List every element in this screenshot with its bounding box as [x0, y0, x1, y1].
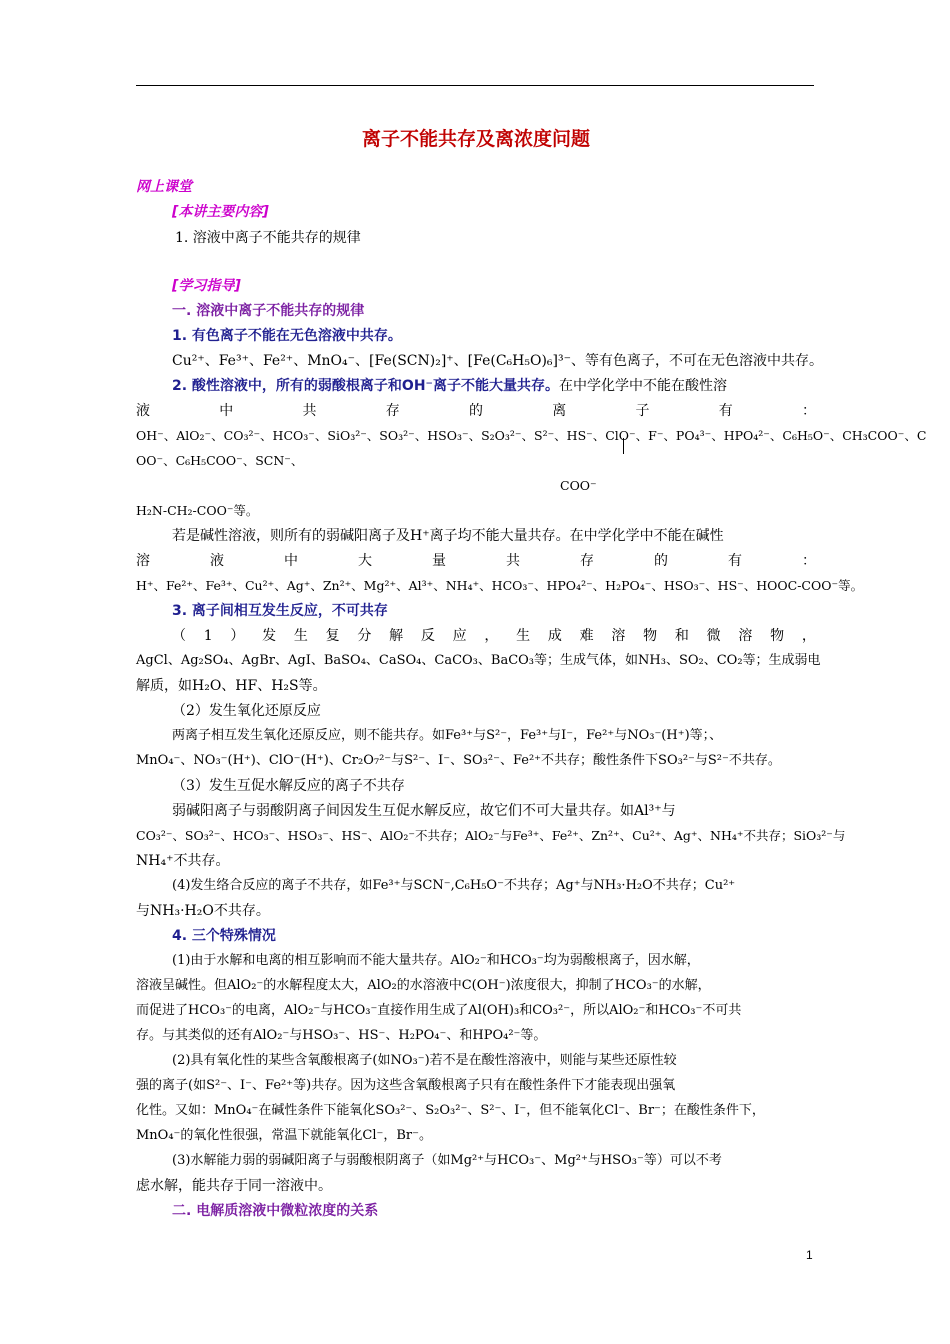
spread-char: 量	[432, 553, 446, 569]
spread-char: （	[172, 628, 186, 644]
spread-char: 物	[770, 628, 785, 644]
rule4-heading: 4. 三个特殊情况	[172, 928, 276, 944]
spread-char: 1	[203, 628, 213, 644]
rule3-sub2: （2）发生氧化还原反应	[172, 703, 321, 719]
spread-char: ：	[802, 403, 816, 419]
amino-line: H₂N-CH₂-COO⁻等。	[136, 503, 259, 518]
acid-ions-line2: OO⁻、C₆H₅COO⁻、SCN⁻、	[136, 453, 304, 468]
spread-char: 发	[262, 628, 277, 644]
spread-char: 生	[516, 628, 531, 644]
spread-char: 微	[706, 628, 721, 644]
spread-char: 物	[643, 628, 658, 644]
spread-char: 的	[654, 553, 668, 569]
spread-char: 中	[219, 403, 234, 419]
spread-char: 和	[674, 628, 689, 644]
rule4-p1-line: 而促进了HCO₃⁻的电离，AlO₂⁻与HCO₃⁻直接作用生成了Al(OH)₃和CO₃²⁻，所以AlO₂⁻和HCO₃⁻不可共	[136, 1003, 742, 1018]
part1-heading: 一. 溶液中离子不能共存的规律	[172, 303, 365, 319]
spread-char: ，	[801, 628, 816, 644]
rule4-p2-line: (2)具有氧化性的某些含氧酸根离子(如NO₃⁻)若不是在酸性溶液中，则能与某些还原性较	[172, 1053, 677, 1068]
spread-char: 子	[635, 403, 650, 419]
spread-char: 难	[579, 628, 594, 644]
rule4-p2-line: 化性。又如：MnO₄⁻在碱性条件下能氧化SO₃²⁻、S₂O₃²⁻、S²⁻、I⁻，但不能氧化Cl⁻、Br⁻；在酸性条件下，	[136, 1103, 765, 1118]
rule3-heading: 3. 离子间相互发生反应，不可共存	[172, 603, 388, 619]
spread-char: 共	[302, 403, 317, 419]
coo-label: COO⁻	[560, 478, 597, 493]
rule3-sub3: （3）发生互促水解反应的离子不共存	[172, 778, 405, 794]
part2-heading: 二. 电解质溶液中微粒浓度的关系	[172, 1203, 379, 1219]
spread-char: 应	[452, 628, 467, 644]
page-title: 离子不能共存及离浓度问题	[361, 128, 590, 150]
spread-char: 液	[136, 403, 150, 419]
spread-char: 中	[284, 553, 298, 569]
rule3-sub2-line1: 两离子相互发生氧化还原反应，则不能共存。如Fe³⁺与S²⁻，Fe³⁺与I⁻，Fe²⁺与NO₃⁻(H⁺)等；、	[172, 728, 723, 743]
rule4-p1-line: 溶液呈碱性。但AlO₂⁻的水解程度太大，AlO₂的水溶液中C(OH⁻)浓度很大，抑制了HCO₃⁻的水解，	[136, 978, 711, 993]
spread-char: 成	[547, 628, 562, 644]
rule3-sub3-line2: CO₃²⁻、SO₃²⁻、HCO₃⁻、HSO₃⁻、HS⁻、AlO₂⁻不共存；AlO₂⁻与Fe³⁺、Fe²⁺、Zn²⁺、Cu²⁺、Ag⁺、NH₄⁺不共存；SiO₃²⁻与	[136, 828, 846, 843]
rule4-p1-line: (1)由于水解和电离的相互影响而不能大量共存。AlO₂⁻和HCO₃⁻均为弱酸根离子，因水解，	[172, 953, 700, 968]
main-content-label: [本讲主要内容]	[172, 204, 269, 220]
spread-char: ：	[802, 553, 816, 569]
base-intro: 若是碱性溶液，则所有的弱碱阳离子及H⁺离子均不能大量共存。在中学化学中不能在碱性	[172, 528, 724, 544]
header-rule	[136, 85, 814, 86]
acid-ions-line1: OH⁻、AlO₂⁻、CO₃²⁻、HCO₃⁻、SiO₃²⁻、SO₃²⁻、HSO₃⁻、S₂O₃²⁻、S²⁻、HS⁻、ClO⁻、F⁻、PO₄³⁻、HPO₄²⁻、C₆H₅O⁻、CH₃COO⁻、C	[136, 428, 927, 443]
rule2-spread-line	[136, 402, 816, 420]
rule4-p3-line: (3)水解能力弱的弱碱阳离子与弱酸根阴离子（如Mg²⁺与HCO₃⁻、Mg²⁺与HSO₃⁻等）可以不考	[172, 1153, 722, 1168]
spread-char: 的	[469, 403, 483, 419]
spread-char: 离	[552, 403, 567, 419]
spread-char: 溶	[611, 628, 626, 644]
spread-char: 溶	[136, 553, 150, 569]
base-spread-line	[136, 552, 816, 570]
spread-char: 有	[718, 403, 733, 419]
spread-char: 共	[506, 553, 520, 569]
rule3-sub1-spread	[172, 627, 816, 645]
spread-char: 溶	[738, 628, 753, 644]
spread-char: 存	[580, 553, 594, 569]
rule3-sub1-line3: 解质，如H₂O、HF、H₂S等。	[136, 678, 327, 694]
rule3-sub3-line3: NH₄⁺不共存。	[136, 853, 230, 869]
rule3-sub1-line2: AgCl、Ag₂SO₄、AgBr、AgI、BaSO₄、CaSO₄、CaCO₃、BaCO₃等；生成气体，如NH₃、SO₂、CO₂等；生成弱电	[136, 653, 821, 668]
section-label: 网上课堂	[136, 179, 192, 195]
rule3-sub3-line1: 弱碱阳离子与弱酸阴离子间因发生互促水解反应，故它们不可大量共存。如Al³⁺与	[172, 803, 676, 819]
rule4-p1-line: 存。与其类似的还有AlO₂⁻与HSO₃⁻、HS⁻、H₂PO₄⁻、和HPO₄²⁻等。	[136, 1028, 547, 1043]
rule3-sub4-line1: (4)发生络合反应的离子不共存，如Fe³⁺与SCN⁻,C₆H₅O⁻不共存；Ag⁺与NH₃·H₂O不共存；Cu²⁺	[172, 878, 736, 893]
spread-char: ，	[484, 628, 499, 644]
spread-char: 有	[728, 553, 742, 569]
rule2-line	[172, 377, 852, 395]
spread-char: 存	[385, 403, 400, 419]
guide-label: [学习指导]	[172, 278, 241, 294]
spread-char: 生	[293, 628, 308, 644]
spread-char: 大	[358, 553, 372, 569]
rule4-p2-line: 强的离子(如S²⁻、I⁻、Fe²⁺等)共存。因为这些含氧酸根离子只有在酸性条件下才能表现出强氧	[136, 1078, 676, 1093]
spread-char: 复	[325, 628, 340, 644]
main-content-item: 1. 溶液中离子不能共存的规律	[175, 230, 361, 246]
spread-char: ）	[230, 628, 245, 644]
rule1-text: Cu²⁺、Fe³⁺、Fe²⁺、MnO₄⁻、[Fe(SCN)₂]⁺、[Fe(C₆H₅O)₆]³⁻、等有色离子，不可在无色溶液中共存。	[172, 353, 823, 369]
spread-char: 液	[210, 553, 224, 569]
rule2-heading: 2. 酸性溶液中，所有的弱酸根离子和OH⁻离子不能大量共存。	[172, 378, 559, 394]
spread-char: 解	[389, 628, 404, 644]
rule4-p3-line: 虑水解，能共存于同一溶液中。	[136, 1178, 332, 1194]
rule3-sub2-line2: MnO₄⁻、NO₃⁻(H⁺)、ClO⁻(H⁺)、Cr₂O₇²⁻与S²⁻、I⁻、SO₃²⁻、Fe²⁺不共存；酸性条件下SO₃²⁻与S²⁻不共存。	[136, 753, 781, 768]
rule3-sub4-line2: 与NH₃·H₂O不共存。	[136, 903, 270, 919]
base-ions: H⁺、Fe²⁺、Fe³⁺、Cu²⁺、Ag⁺、Zn²⁺、Mg²⁺、Al³⁺、NH₄⁺、HCO₃⁻、HPO₄²⁻、H₂PO₄⁻、HSO₃⁻、HS⁻、HOOC-COO⁻等。	[136, 578, 864, 593]
rule1-heading: 1. 有色离子不能在无色溶液中共存。	[172, 328, 402, 344]
spread-char: 分	[357, 628, 372, 644]
spread-char: 反	[420, 628, 435, 644]
rule4-p2-line: MnO₄⁻的氧化性很强，常温下就能氧化Cl⁻，Br⁻。	[136, 1128, 433, 1143]
rule2-tail: 在中学化学中不能在酸性溶	[558, 378, 727, 394]
page-number: 1	[806, 1248, 813, 1262]
